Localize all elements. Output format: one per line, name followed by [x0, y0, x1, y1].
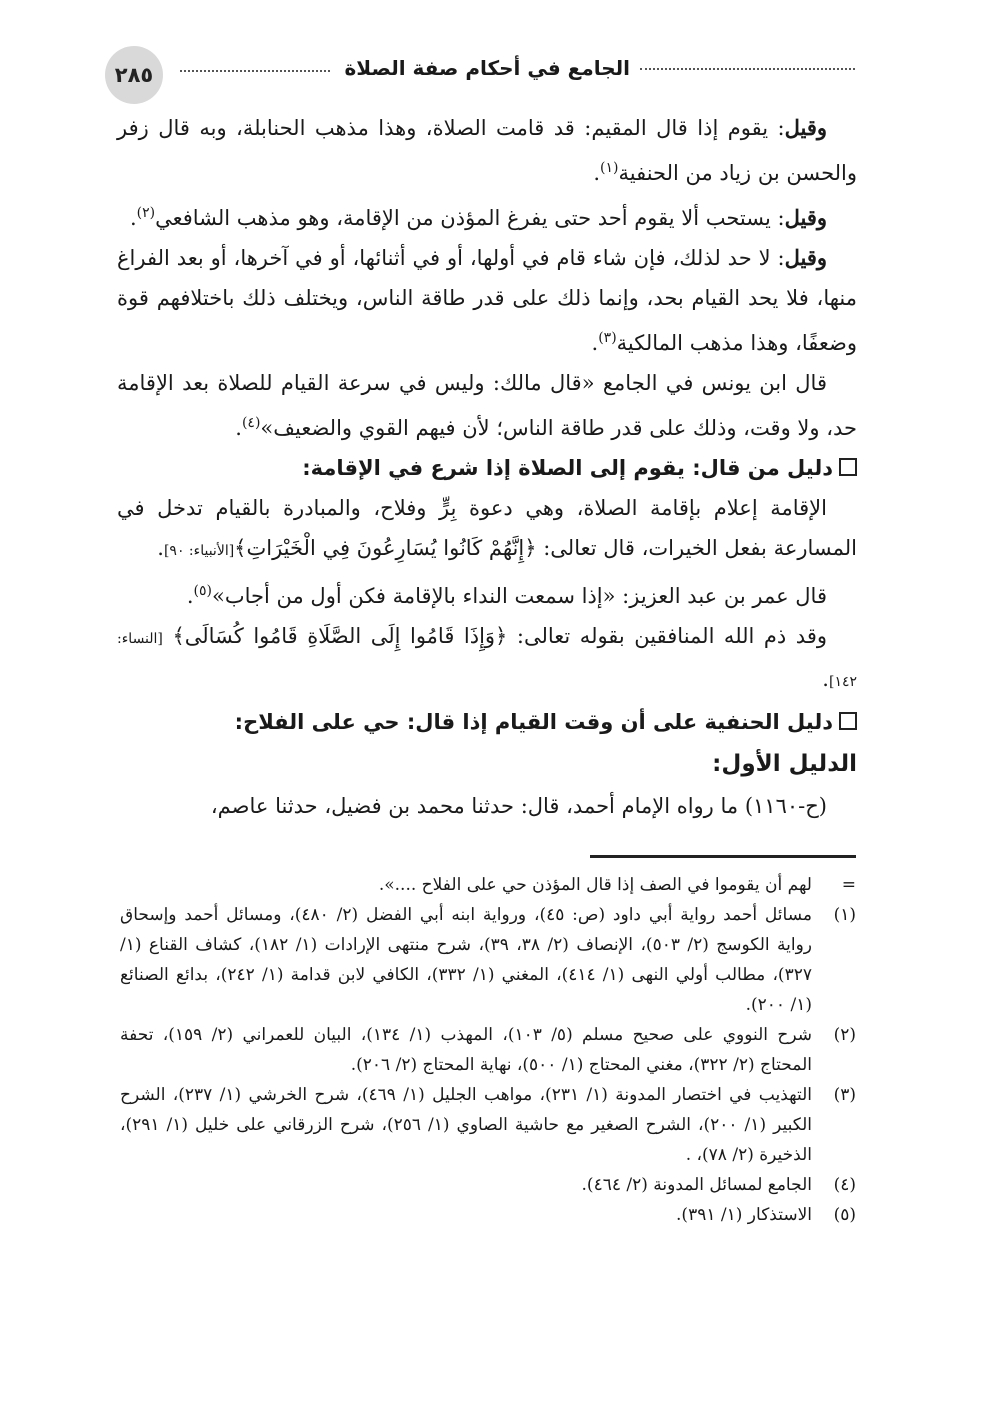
- footnote-number: (١): [833, 905, 856, 925]
- ayah-reference: [النساء: ١٤٢]: [117, 631, 857, 690]
- checkbox-square-icon: [839, 712, 857, 730]
- quran-verse: ﴿وَإِذَا قَامُوا إِلَى الصَّلَاةِ قَامُوا كُسَالَى﴾: [172, 624, 508, 648]
- main-text: [117, 108, 857, 826]
- footnote-ref: (١): [600, 160, 619, 176]
- footnote-item: [120, 1020, 856, 1080]
- footnote-text: الجامع لمسائل المدونة (٢/ ٤٦٤).: [581, 1175, 812, 1195]
- paragraph-iqama: الإقامة إعلام بإقامة الصلاة، وهي دعوة بِرٍّ وفلاح، والمبادرة بالقيام تدخل في المسارعة بفعل الخيرات، قال تعالى: ﴿إِنَّهُمْ كَانُوا يُسَارِعُونَ فِي الْخَيْرَاتِ﴾[الأنبياء: ٩٠].: [117, 496, 857, 560]
- footnote-text: شرح النووي على صحيح مسلم (٥/ ١٠٣)، المهذب (١/ ١٣٤)، البيان للعمراني (٢/ ١٥٩)، تحفة المحتاج (٢/ ٣٢٢)، مغني المحتاج (١/ ٥٠٠)، نهاية المحتاج (٢/ ٢٠٦).: [120, 1025, 812, 1075]
- page-number: ٢٨٥: [105, 46, 163, 104]
- lead-word: وقيل: [784, 245, 827, 270]
- paragraph-text: : لا حد لذلك، فإن شاء قام في أولها، أو في أثنائها، أو في آخرها، أو بعد الفراغ منها، فلا يحد القيام بحد، وإنما ذلك على قدر طاقة الناس، ويختلف ذلك باختلافهم قوة وضعفًا، وهذا مذهب المالكية: [117, 246, 857, 355]
- footnote-text: لهم أن يقوموا في الصف إذا قال المؤذن حي على الفلاح ....».: [378, 875, 812, 895]
- paragraph-shafii: وقيل: يستحب ألا يقوم أحد حتى يفرغ المؤذن من الإقامة، وهو مذهب الشافعي$^{(٢)}$.: [129, 205, 827, 230]
- running-title: الجامع في أحكام صفة الصلاة: [344, 56, 630, 80]
- footnote-item: [120, 900, 856, 1020]
- section-heading-2: [117, 702, 857, 742]
- footnote-separator: [590, 855, 856, 858]
- footnote-ref: (٥): [193, 583, 213, 599]
- lead-word: وقيل: [784, 115, 827, 140]
- paragraph-text: وقد ذم الله المنافقين بقوله تعالى:: [516, 624, 828, 648]
- paragraph-text: قال عمر بن عبد العزيز: «إذا سمعت النداء بالإقامة فكن أول من أجاب»: [212, 584, 827, 608]
- paragraph-hanabila: وقيل: يقوم إذا قال المقيم: قد قامت الصلاة، وهذا مذهب الحنابلة، وبه قال زفر والحسن بن زياد من الحنفية$^{(١)}$.: [117, 115, 857, 185]
- ayah-reference: [الأنبياء: ٩٠]: [163, 543, 235, 559]
- section-heading-1: [117, 448, 857, 488]
- footnote-item: [120, 1170, 856, 1200]
- quran-verse: ﴿إِنَّهُمْ كَانُوا يُسَارِعُونَ فِي الْخَيْرَاتِ﴾: [234, 536, 537, 560]
- checkbox-square-icon: [839, 458, 857, 476]
- footnote-number: (٢): [833, 1025, 856, 1045]
- footnote-number: (٥): [833, 1205, 856, 1225]
- footnote-number: (٣): [833, 1085, 856, 1105]
- footnote-number: =: [841, 875, 856, 895]
- footnote-ref: (٢): [136, 205, 156, 221]
- header-dotted-rule-left: [180, 70, 330, 72]
- paragraph-umar: قال عمر بن عبد العزيز: «إذا سمعت النداء بالإقامة فكن أول من أجاب»$^{(٥)}$.: [186, 583, 827, 608]
- footnote-item: [120, 1080, 856, 1170]
- paragraph-text: الإقامة إعلام بإقامة الصلاة، وهي دعوة بِرٍّ وفلاح، والمبادرة بالقيام تدخل في المسارعة بفعل الخيرات، قال تعالى:: [117, 496, 857, 560]
- paragraph-maliki: وقيل: لا حد لذلك، فإن شاء قام في أولها، أو في أثنائها، أو في آخرها، أو بعد الفراغ منها، فلا يحد القيام بحد، وإنما ذلك على قدر طاقة الناس، ويختلف ذلك باختلافهم قوة وضعفًا، وهذا مذهب المالكية$^{(٣)}$.: [117, 245, 857, 355]
- paragraph-text: : يقوم إذا قال المقيم: قد قامت الصلاة، وهذا مذهب الحنابلة، وبه قال زفر والحسن بن زياد من الحنفية: [117, 116, 857, 185]
- footnote-text: مسائل أحمد رواية أبي داود (ص: ٤٥)، ورواية ابنه أبي الفضل (٢/ ٤٨٠)، ومسائل أحمد وإسحاق رواية الكوسج (٢/ ٥٠٣)، الإنصاف (٢/ ٣٨، ٣٩)، شرح منتهى الإرادات (١/ ١٨٢)، كشاف القناع (١/ ٣٢٧)، مطالب أولي النهى (١/ ٤١٤)، المغني (١/ ٣٣٢)، الكافي لابن قدامة (١/ ٢٤٢)، بدائع الصنائع (١/ ٢٠٠).: [120, 905, 812, 1015]
- footnote-item: [120, 870, 856, 900]
- footnote-text: التهذيب في اختصار المدونة (١/ ٢٣١)، مواهب الجليل (١/ ٤٦٩)، شرح الخرشي (١/ ٢٣٧)، الشرح الكبير (١/ ٢٠٠)، الشرح الصغير مع حاشية الصاوي (١/ ٢٥٦)، شرح الزرقاني على خليل (١/ ٢٩١)، الذخيرة (٢/ ٧٨)، .: [120, 1085, 813, 1165]
- paragraph-munafiqin: وقد ذم الله المنافقين بقوله تعالى: ﴿وَإِذَا قَامُوا إِلَى الصَّلَاةِ قَامُوا كُسَالَى﴾ [النساء: ١٤٢].: [117, 624, 857, 691]
- paragraph-hadith: (ح-١١٦٠) ما رواه الإمام أحمد، قال: حدثنا محمد بن فضيل، حدثنا عاصم،: [210, 794, 827, 818]
- footnote-ref: (٤): [241, 415, 261, 431]
- heading-text: دليل من قال: يقوم إلى الصلاة إذا شرع في الإقامة:: [302, 456, 833, 480]
- footnotes: [120, 870, 856, 1230]
- footnote-ref: (٣): [598, 330, 617, 346]
- lead-word: وقيل: [784, 205, 827, 230]
- paragraph-ibn-yunus: قال ابن يونس في الجامع «قال مالك: وليس في سرعة القيام للصلاة بعد الإقامة حد، ولا وقت، وذلك على قدر طاقة الناس؛ لأن فيهم القوي والضعيف»$^{(٤)}$.: [117, 371, 857, 440]
- footnote-item: [120, 1200, 856, 1230]
- section-heading-3: الدليل الأول:: [712, 751, 857, 777]
- header-dotted-rule-right: [640, 68, 855, 70]
- footnote-number: (٤): [833, 1175, 856, 1195]
- paragraph-text: قال ابن يونس في الجامع «قال مالك: وليس في سرعة القيام للصلاة بعد الإقامة حد، ولا وقت، وذلك على قدر طاقة الناس؛ لأن فيهم القوي والضعيف»: [117, 371, 857, 440]
- paragraph-text: : يستحب ألا يقوم أحد حتى يفرغ المؤذن من الإقامة، وهو مذهب الشافعي: [155, 206, 785, 230]
- page-header: [105, 46, 855, 96]
- heading-text: دليل الحنفية على أن وقت القيام إذا قال: حي على الفلاح:: [234, 710, 833, 734]
- footnote-text: الاستذكار (١/ ٣٩١).: [676, 1205, 812, 1225]
